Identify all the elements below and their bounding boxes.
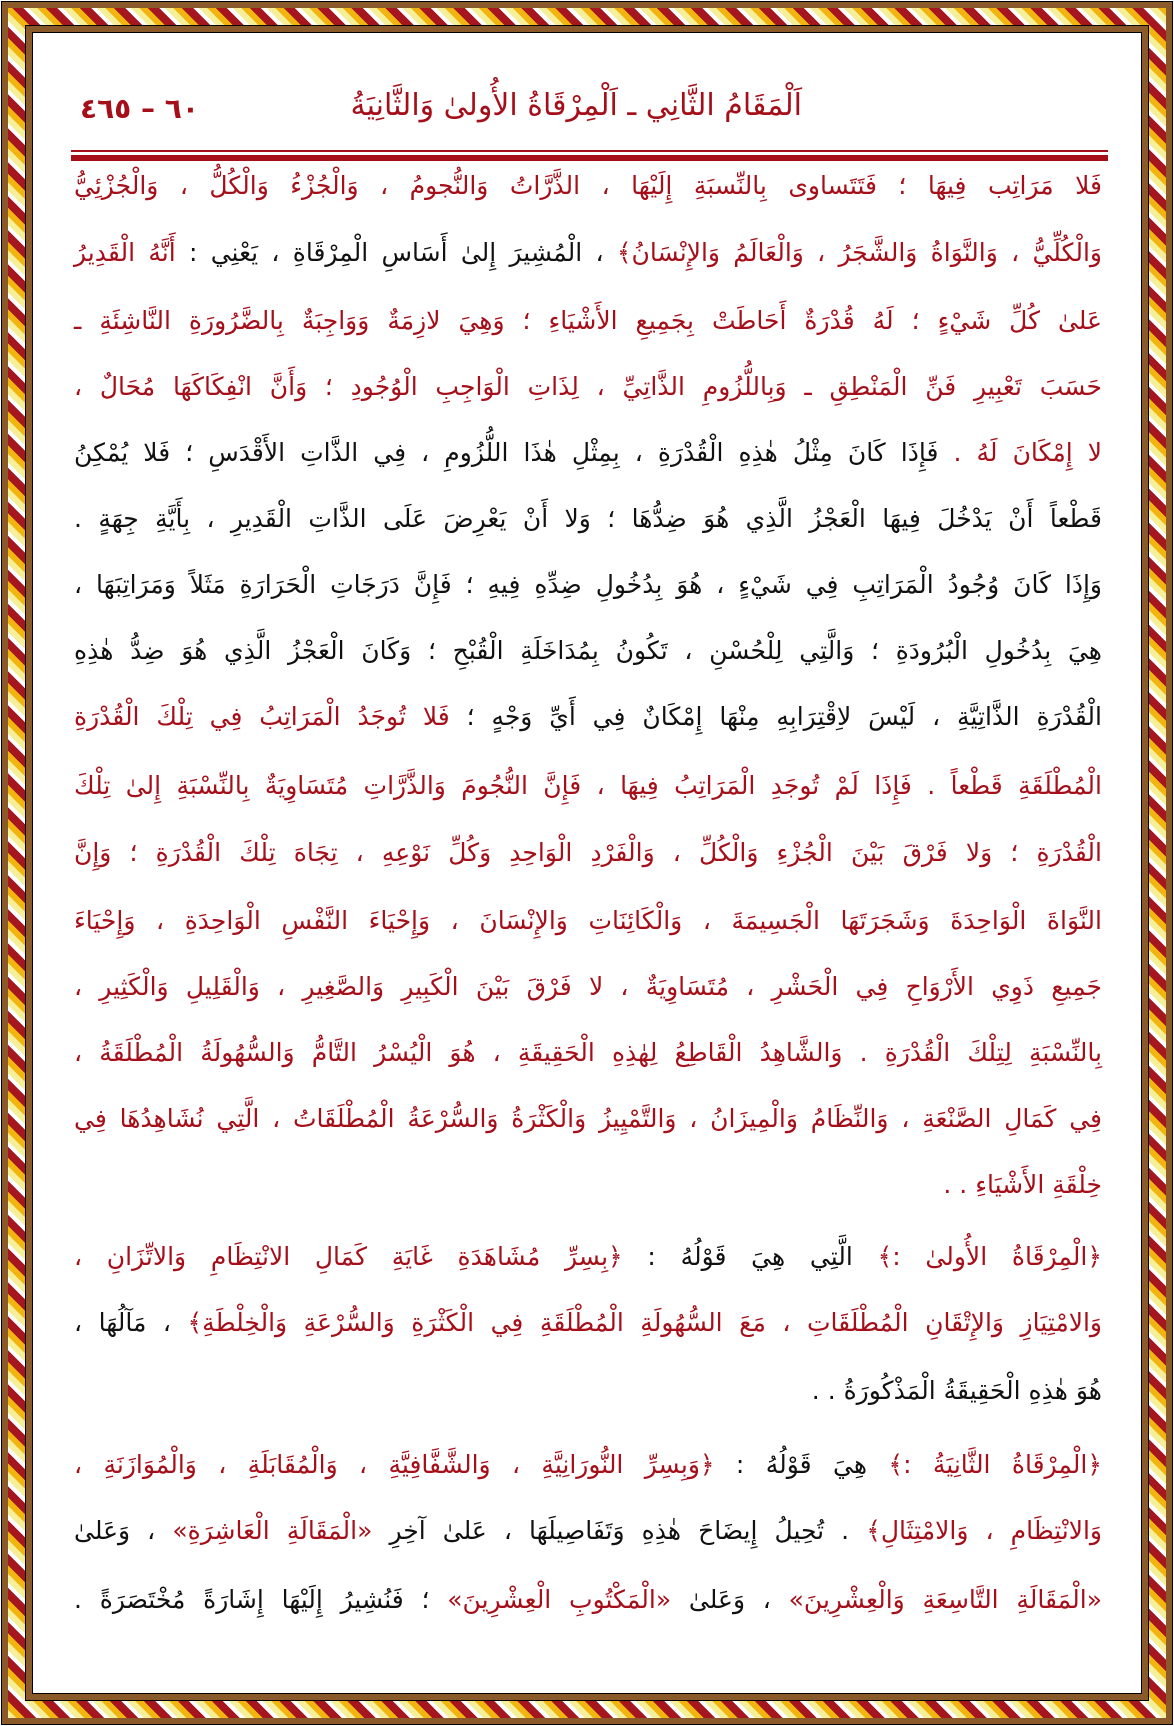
highlighted-text: النَّوَاةَ الْوَاحِدَةَ وَشَجَرَتَهَا الْجَسِيمَةَ ، وَالْكَائِنَاتِ وَالإِنْسَانَ ، وَإِحْيَاءَ النَّفْسِ الْوَاحِدَةِ ، وَإِحْيَاءَ [74, 906, 1102, 935]
highlighted-text: خِلْقَةِ الأَشْيَاءِ . . [943, 1170, 1102, 1199]
header-rule-thick [71, 155, 1108, 161]
body-text-segment: فَإِذَا كَانَ مِثْلُ هٰذِهِ الْقُدْرَةِ ، بِمِثْلِ هٰذَا اللُّزُومِ ، فِي الذَّاتِ الأَقْدَسِ ؛ فَلا يُمْكِنُ [74, 438, 954, 467]
body-text-segment: ؛ فَنُشِيرُ إِلَيْهَا إِشَارَةً مُخْتَصَرَةً . [74, 1585, 448, 1614]
highlighted-text: الْمُطْلَقَةِ قَطْعاً . فَإِذَا لَمْ تُوجَدِ الْمَرَاتِبُ فِيهَا ، فَإِنَّ النُّجُومَ وَالذَّرَّاتِ مُتَسَاوِيَةٌ بِالنِّسْبَةِ إِلىٰ تِلْكَ [74, 771, 1102, 800]
body-text-segment: ، وَعَلىٰ [671, 1585, 789, 1614]
text-line [74, 766, 1102, 806]
text-line [74, 565, 1102, 605]
highlighted-text: لا إِمْكَانَ لَهُ . [953, 438, 1102, 467]
page-range: ٦٠ – ٤٦٥ [80, 92, 199, 125]
text-line [74, 1033, 1102, 1073]
highlighted-text: «الْمَكْتُوبِ الْعِشْرِينَ» [447, 1585, 672, 1614]
text-line [74, 1099, 1102, 1139]
highlighted-text: ﴿الْمِرْقَاةُ الثَّانِيَةُ :﴾ [888, 1450, 1103, 1479]
text-line [74, 697, 1102, 737]
highlighted-text: بِالنِّسْبَةِ لِتِلْكَ الْقُدْرَةِ . وَالشَّاهِدُ الْقَاطِعُ لِهٰذِهِ الْحَقِيقَةِ ، هُوَ الْيُسْرُ التَّامُّ وَالسُّهُولَةُ الْمُطْلَقَةُ ، [74, 1038, 1102, 1067]
header-rule-thin [71, 150, 1108, 152]
body-text-segment: الْقُدْرَةِ الذَّاتِيَّةِ ، لَيْسَ لاِقْتِرَابِهِ مِنْهَا إِمْكَانٌ فِي أَيِّ وَجْهٍ ؛ [449, 702, 1102, 731]
text-line [74, 233, 1102, 273]
text-line [74, 901, 1102, 941]
text-line [74, 1371, 1102, 1411]
highlighted-text: فِي كَمَالِ الصَّنْعَةِ ، وَالنِّظَامُ وَالْمِيزَانُ ، وَالتَّمْيِيزُ وَالْكَثْرَةُ وَالسُّرْعَةُ الْمُطْلَقَاتُ ، الَّتِي نُشَاهِدُهَا فِي [74, 1104, 1102, 1133]
text-line [74, 1511, 1102, 1551]
body-text-segment: قَطْعاً أَنْ يَدْخُلَ فِيهَا الْعَجْزُ الَّذِي هُوَ ضِدُّهَا ؛ وَلا أَنْ يَعْرِضَ عَلَى الذَّاتِ الْقَدِيرِ ، بِأَيَّةِ جِهَةٍ . [74, 504, 1102, 533]
highlighted-text: «الْمَقَالَةِ الْعَاشِرَةِ» [172, 1516, 373, 1545]
text-line [74, 166, 1102, 206]
body-text-segment: الَّتِي هِيَ قَوْلُهُ : [622, 1242, 878, 1271]
body-text-segment: ، الْمُشِيرَ إِلىٰ أَسَاسِ الْمِرْقَاةِ ، يَعْنِي : [175, 238, 617, 267]
highlighted-text: جَمِيعِ ذَوِي الأَرْوَاحِ فِي الْحَشْرِ ، مُتَسَاوِيَةٌ ، لا فَرْقَ بَيْنَ الْكَبِيرِ وَالصَّغِيرِ ، وَالْقَلِيلِ وَالْكَثِيرِ ، [74, 972, 1102, 1001]
highlighted-text: أَنَّهُ الْقَدِيرُ [74, 238, 176, 267]
highlighted-text: وَالانْتِظَامِ ، وَالامْتِثَالِ﴾ [866, 1516, 1103, 1545]
body-text-segment: ، مَآلُهَا ، [74, 1308, 188, 1337]
highlighted-text: ﴿الْمِرْقَاةُ الأُولىٰ :﴾ [877, 1242, 1102, 1271]
highlighted-text: حَسَبَ تَعْبِيرِ فَنِّ الْمَنْطِقِ ـ وَبِاللُّزُومِ الذَّاتِيِّ ، لِذَاتِ الْوَاجِبِ الْوُجُودِ ؛ وَأَنَّ انْفِكَاكَهَا مُحَالٌ ، [74, 372, 1102, 401]
text-line [74, 1303, 1102, 1343]
highlighted-text: ﴿بِسِرِّ مُشَاهَدَةِ غَايَةِ كَمَالِ الانْتِظَامِ وَالاتِّزَانِ ، [74, 1242, 623, 1271]
highlighted-text: وَالامْتِيَازِ وَالإِتْقَانِ الْمُطْلَقَاتِ ، مَعَ السُّهُولَةِ الْمُطْلَقَةِ فِي الْكَثْرَةِ وَالسُّرْعَةِ وَالْخِلْطَةِ﴾ [187, 1308, 1102, 1337]
highlighted-text: عَلىٰ كُلِّ شَيْءٍ ؛ لَهُ قُدْرَةٌ أَحَاطَتْ بِجَمِيعِ الأَشْيَاءِ ؛ وَهِيَ لازِمَةٌ وَوَاجِبَةٌ بِالضَّرُورَةِ النَّاشِئَةِ ـ [74, 306, 1102, 335]
highlighted-text: «الْمَقَالَةِ التَّاسِعَةِ وَالْعِشْرِينَ» [788, 1585, 1102, 1614]
body-text-segment: هِيَ بِدُخُولِ الْبُرُودَةِ ؛ وَالَّتِي لِلْحُسْنِ ، تَكُونُ بِمُدَاخَلَةِ الْقُبْحِ ؛ وَكَانَ الْعَجْزُ الَّذِي هُوَ ضِدُّ هٰذِهِ [74, 636, 1102, 665]
text-line [74, 1445, 1102, 1485]
body-text-segment: ، وَعَلىٰ [74, 1516, 173, 1545]
text-line [74, 833, 1102, 873]
text-line [74, 631, 1102, 671]
text-line [74, 967, 1102, 1007]
highlighted-text: وَالْكُلِّيُّ ، وَالنَّوَاةُ وَالشَّجَرُ ، وَالْعَالَمُ وَالإِنْسَانُ﴾ [616, 238, 1102, 267]
body-text-segment: . تُحِيلُ إِيضَاحَ هٰذِهِ وَتَفَاصِيلَهَا ، عَلىٰ آخِرِ [372, 1516, 867, 1545]
text-line [74, 1237, 1102, 1277]
body-text-segment: هُوَ هٰذِهِ الْحَقِيقَةُ الْمَذْكُورَةُ . . [811, 1376, 1102, 1405]
highlighted-text: الْقُدْرَةِ ؛ وَلا فَرْقَ بَيْنَ الْجُزْءِ وَالْكُلِّ ، وَالْفَرْدِ الْوَاحِدِ وَكُلِّ نَوْعِهِ ، تِجَاهَ تِلْكَ الْقُدْرَةِ ؛ وَإِنَّ [74, 838, 1102, 867]
highlighted-text: فَلا مَرَاتِب فِيهَا ؛ فَتَتَساوى بِالنِّسبَةِ إِلَيْهَا ، الذَّرَّاتُ وَالنُّجومُ ، وَالْجُزْءُ وَالْكُلُّ ، وَالْجُزْئِيُّ [74, 171, 1102, 200]
text-line [74, 1165, 1102, 1205]
text-line [74, 1580, 1102, 1620]
body-text-segment: وَإِذَا كَانَ وُجُودُ الْمَرَاتِبِ فِي شَيْءٍ ، هُوَ بِدُخُولِ ضِدِّهِ فِيهِ ؛ فَإِنَّ دَرَجَاتِ الْحَرَارَةِ مَثَلاً وَمَرَاتِبَهَا ، [74, 570, 1102, 599]
highlighted-text: ﴿وَبِسِرِّ النُّورَانِيَّةِ ، وَالشَّفَّافِيَّةِ ، وَالْمُقَابَلَةِ ، وَالْمُوَازَنَةِ ، [74, 1450, 715, 1479]
highlighted-text: فَلا تُوجَدُ الْمَرَاتِبُ فِي تِلْكَ الْقُدْرَةِ [74, 702, 450, 731]
text-line [74, 367, 1102, 407]
text-line [74, 433, 1102, 473]
running-header-title: اَلْمَقَامُ الثَّانِي ـ اَلْمِرْقَاةُ الأُولىٰ وَالثَّانِيَةُ [350, 88, 802, 123]
body-text-segment: هِيَ قَوْلُهُ : [714, 1450, 889, 1479]
text-line [74, 301, 1102, 341]
text-line [74, 499, 1102, 539]
